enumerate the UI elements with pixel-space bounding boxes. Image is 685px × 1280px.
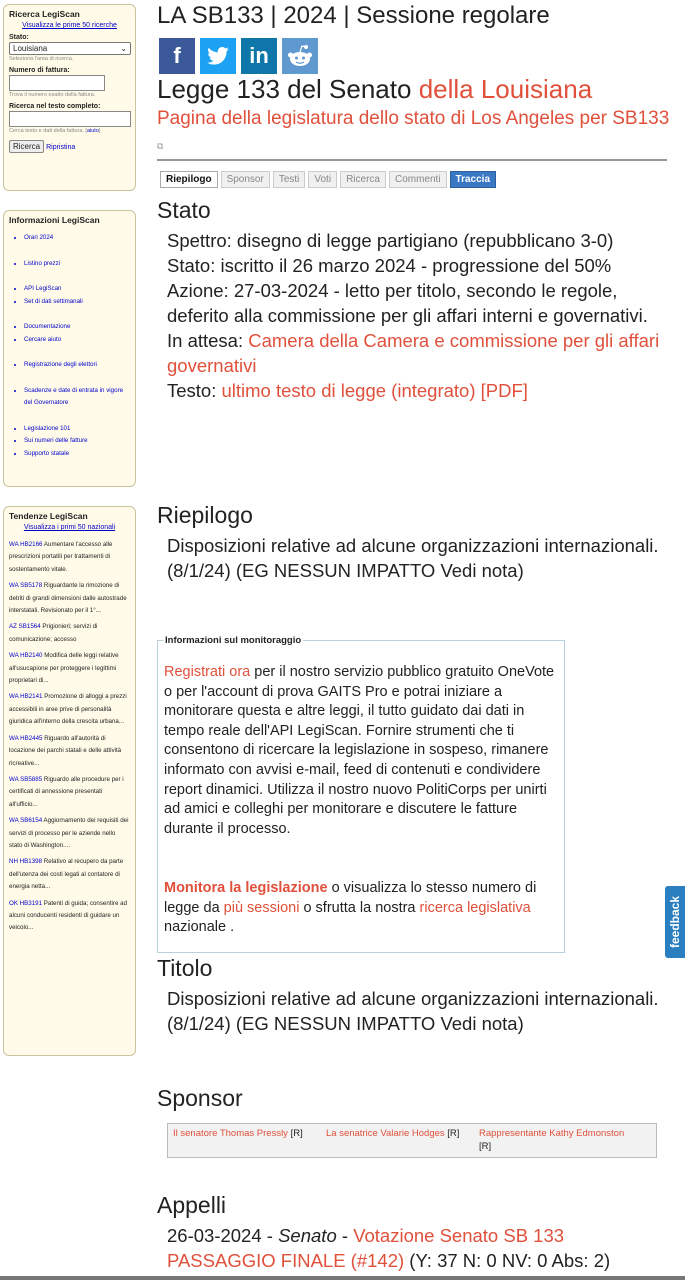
trend-bill-link[interactable]: WA HB2166: [9, 541, 43, 548]
search-button[interactable]: Ricerca: [9, 140, 44, 153]
status-section: [167, 228, 662, 403]
sponsor-link[interactable]: Rappresentante Kathy Edmonston: [479, 1128, 625, 1139]
sponsor-link[interactable]: Il senatore Thomas Pressly: [173, 1128, 288, 1139]
sponsor-item: [326, 1127, 479, 1154]
trend-bill-link[interactable]: WA HB2445: [9, 734, 43, 742]
trends-box: [3, 506, 136, 1056]
trend-text: Prigionieri; servizi di comunicazione; accesso: [9, 623, 98, 643]
sponsor-party: [R]: [479, 1141, 492, 1152]
bill-number-hint: Trova il numero esatto della fattura.: [9, 92, 96, 98]
twitter-icon[interactable]: [200, 38, 236, 74]
tab-testi[interactable]: Testi: [273, 171, 306, 188]
info-link[interactable]: • Listino prezzi: [24, 258, 135, 271]
trend-item: [9, 650, 130, 687]
pending-committee-link[interactable]: Camera della Camera e commissione per gli affari governativi: [167, 330, 660, 376]
trend-list: [4, 539, 135, 935]
info-link[interactable]: • Cercare aiuto: [24, 334, 135, 347]
monitoring-paragraph-2: [164, 879, 560, 938]
trend-text: Aggiornamento dei requisiti dei servizi di processo per le aziende nello stato di Washington....: [9, 817, 129, 849]
bill-title: [157, 74, 592, 105]
trend-text: Modifica delle leggi relative all'usucapione per proteggere i legittimi proprietari di...: [9, 652, 119, 685]
summary-heading: Riepilogo: [157, 502, 253, 528]
sponsor-party: [R]: [447, 1128, 460, 1139]
roll-call-tally: (Y: 37 N: 0 NV: 0 Abs: 2): [404, 1250, 611, 1271]
trend-item: [9, 774, 130, 811]
monitoring-text-2a: o visualizza lo stesso numero di legge da: [164, 880, 537, 916]
roll-call-link[interactable]: Votazione Senato SB 133 PASSAGGIO FINALE (#142): [167, 1225, 565, 1271]
roll-call-sep: -: [261, 1225, 279, 1246]
page-title: LA SB133 | 2024 | Sessione regolare: [157, 2, 550, 29]
bill-number-input[interactable]: [9, 75, 105, 91]
fulltext-hint: Cerca testo e dati della fattura. [aiuto]: [9, 128, 101, 134]
trend-item: [9, 691, 130, 728]
tab-voti[interactable]: Voti: [308, 171, 337, 188]
trend-text: Promozione di alloggi a prezzi accessibili in aree prive di personalità giuridica all'interno della crescita urbana...: [9, 693, 127, 726]
sponsor-link[interactable]: La senatrice Valarie Hodges: [326, 1128, 445, 1139]
search-actions: [4, 134, 135, 153]
fulltext-input[interactable]: [9, 111, 131, 127]
info-link[interactable]: • Set di dati settimanali: [24, 296, 135, 309]
status-heading: Stato: [157, 197, 211, 223]
info-link[interactable]: • Registrazione degli elettori: [24, 359, 135, 372]
status-text: Stato: iscritto il 26 marzo 2024 - progressione del 50%: [167, 255, 612, 276]
monitoring-text-2c: nazionale .: [164, 919, 235, 936]
sponsor-item: [173, 1127, 326, 1154]
trend-text: Riguardo all'autorità di locazione dei parchi statali e delle attività ricreative...: [9, 734, 122, 767]
search-box-title: Ricerca LegiScan: [9, 9, 80, 19]
summary-text: Disposizioni relative ad alcune organizzazioni internazionali. (8/1/24) (EG NESSUN IMPATTO Vedi nota): [167, 535, 659, 581]
monitoring-paragraph: [164, 663, 560, 839]
search-box: [3, 4, 136, 191]
trend-text: Riguardante la rimozione di detriti di grandi dimensioni dalle autostrade interstatali. Revisionato per il 1°...: [9, 582, 127, 615]
trend-text: Riguardo alle procedure per i certificati di annessione presentati all'ufficio...: [9, 775, 124, 808]
monitoring-legend: Informazioni sul monitoraggio: [165, 635, 302, 646]
title-text: Disposizioni relative ad alcune organizzazioni internazionali. (8/1/24) (EG NESSUN IMPATTO Vedi nota): [167, 988, 659, 1034]
state-link[interactable]: della Louisiana: [418, 74, 593, 104]
feedback-tab[interactable]: feedback: [665, 886, 685, 958]
text-label: Testo:: [167, 380, 222, 401]
register-link[interactable]: Registrati ora: [164, 664, 251, 680]
roll-call-sep: -: [336, 1225, 354, 1246]
trend-bill-link[interactable]: OK HB3191: [9, 899, 43, 907]
facebook-icon[interactable]: f: [159, 38, 195, 74]
info-link[interactable]: • Documentazione: [24, 321, 135, 334]
state-select[interactable]: [9, 42, 131, 55]
title-heading: Titolo: [157, 955, 213, 981]
linkedin-icon[interactable]: in: [241, 38, 277, 74]
legislative-search-link[interactable]: ricerca legislativa: [419, 899, 531, 916]
info-box: [3, 210, 136, 487]
more-sessions-link[interactable]: più sessioni: [223, 899, 300, 916]
social-share-bar: [159, 38, 318, 74]
monitoring-text-2b: o sfrutta la nostra: [299, 899, 420, 916]
info-link[interactable]: • Scadenze e date di entrata in vigore del Governatore: [24, 385, 135, 410]
trend-bill-link[interactable]: WA HB2140: [9, 652, 43, 660]
state-legislature-link[interactable]: [157, 106, 672, 159]
roll-calls-heading: Appelli: [157, 1192, 227, 1218]
trend-bill-link[interactable]: AZ SB1564: [9, 623, 41, 631]
state-hint: Seleziona l'area di ricerca.: [9, 56, 74, 62]
roll-call-date: 26-03-2024: [167, 1225, 262, 1246]
tab-sponsor[interactable]: Sponsor: [221, 171, 270, 188]
trend-bill-link[interactable]: NH HB1398: [9, 858, 43, 866]
trend-item: [9, 580, 130, 617]
divider: [157, 159, 667, 161]
top-searches-link[interactable]: Visualizza le prime 50 ricerche: [22, 22, 117, 29]
roll-call-row: [167, 1223, 662, 1273]
trend-bill-link[interactable]: WA SB5178: [9, 582, 43, 590]
trend-bill-link[interactable]: WA SB5885: [9, 775, 43, 783]
state-label: Stato:: [9, 34, 29, 41]
chevron-down-icon: ⌄: [120, 44, 127, 53]
trend-text: Aumentare l'accesso alle prescrizioni portatili per trattamenti di sostentamento vitale.: [9, 541, 113, 573]
info-link[interactable]: • Legislazione 101: [24, 423, 135, 436]
trend-text: Patenti di guida; consentire ad alcuni conducenti residenti di guidare un veicolo...: [9, 899, 128, 932]
state-legislature-link-text: Pagina della legislatura dello stato di Los Angeles per SB133: [157, 108, 670, 129]
spectrum-text: Spettro: disegno di legge partigiano (repubblicano 3-0): [167, 230, 614, 251]
info-link[interactable]: • Supporto statale: [24, 448, 135, 461]
monitoring-box: [157, 635, 565, 953]
trend-bill-link[interactable]: WA SB6154: [9, 817, 43, 825]
external-link-icon: ⧉: [157, 141, 164, 151]
help-link[interactable]: aiuto: [86, 128, 99, 134]
pending-label: In attesa:: [167, 330, 249, 351]
trend-item: [9, 733, 130, 770]
trends-box-title: Tendenze LegiScan: [9, 511, 88, 521]
trend-item: [9, 621, 130, 646]
sponsor-party: [R]: [290, 1128, 303, 1139]
info-link[interactable]: • Orari 2024: [24, 232, 135, 245]
tab-commenti[interactable]: Commenti: [389, 171, 447, 188]
tab-traccia[interactable]: Traccia: [450, 171, 496, 188]
bottom-bar: [0, 1276, 685, 1280]
sponsor-item: [479, 1127, 632, 1154]
monitor-legislation-link[interactable]: Monitora la legislazione: [164, 880, 328, 896]
info-box-title: Informazioni LegiScan: [9, 215, 100, 225]
monitoring-text: per il nostro servizio pubblico gratuito OneVote o per l'account di prova GAITS Pro e potrai iniziare a monitorare questa e altre leggi, il tutto guidato dai dati in tempo reale dell'API LegiScan. Fornire strumenti che ti consentono di ricercare la legislazione in sospeso, rimanere informato con avvisi e-mail, feed di contenuti e condividere report dinamici. Utilizza il nostro nuovo PolitiCorps per unirti ad amici e colleghi per monitorare e discutere le fatture durante il processo.: [164, 664, 555, 837]
fulltext-label: Ricerca nel testo completo:: [9, 103, 101, 110]
trend-item: [9, 815, 130, 852]
tab-bar: [160, 171, 496, 188]
tab-riepilogo[interactable]: Riepilogo: [160, 171, 218, 188]
trend-item: [9, 898, 130, 935]
info-link[interactable]: • Sui numeri delle fatture: [24, 435, 135, 448]
fulltext-hint-text: Cerca testo e dati della fattura.: [9, 128, 84, 134]
trend-item: [9, 856, 130, 893]
reddit-icon[interactable]: [282, 38, 318, 74]
bill-number-label: Numero di fattura:: [9, 67, 70, 74]
roll-call-chamber: Senato: [278, 1225, 337, 1246]
latest-text-link[interactable]: ultimo testo di legge (integrato) [PDF]: [221, 380, 528, 401]
state-select-value: Louisiana: [13, 44, 48, 53]
reset-link[interactable]: Ripristina: [46, 144, 76, 151]
tab-ricerca[interactable]: Ricerca: [340, 171, 386, 188]
pending-row: [167, 328, 662, 378]
sponsor-list: [167, 1123, 657, 1158]
trend-bill-link[interactable]: WA HB2141: [9, 693, 43, 701]
trend-item: [9, 539, 130, 576]
trend-text: Relativo al recupero da parte dell'utenza dei costi legati al contatore di energia netta...: [9, 858, 124, 891]
info-link[interactable]: • API LegiScan: [24, 283, 135, 296]
bill-title-prefix: Legge 133 del Senato: [157, 74, 419, 104]
action-text: Azione: 27-03-2024 - letto per titolo, secondo le regole, deferito alla commissione per gli affari interni e governativi.: [167, 280, 648, 326]
sponsor-heading: Sponsor: [157, 1085, 243, 1111]
text-row: [167, 378, 662, 403]
top-national-link[interactable]: Visualizza i primi 50 nazionali: [23, 524, 116, 531]
